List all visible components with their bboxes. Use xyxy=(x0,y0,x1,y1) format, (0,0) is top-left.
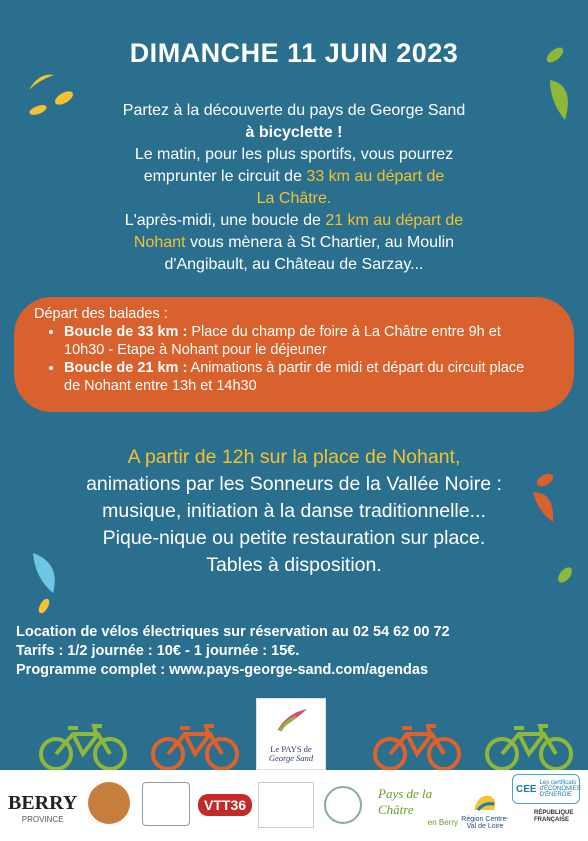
berry-province-logo: BERRY PROVINCE xyxy=(8,792,78,824)
intro-line-5: La Châtre. xyxy=(256,190,332,207)
republique-francaise-logo: RÉPUBLIQUE FRANÇAISE xyxy=(534,810,574,823)
la-chatre-logo xyxy=(142,782,190,826)
pricing-info: Tarifs : 1/2 journée : 10€ - 1 journée : 15€. xyxy=(16,643,300,659)
intro-line-1: Partez à la découverte du pays de George Sand xyxy=(122,102,466,119)
intro-line-3: Le matin, pour les plus sportifs, vous pourrez xyxy=(134,146,454,163)
vtt36-logo: VTT36 xyxy=(198,794,252,816)
animations-line-4: Pique-nique ou petite restauration sur place. xyxy=(102,527,486,549)
bicycle-icon xyxy=(484,720,574,772)
logo-line-2: George Sand xyxy=(268,753,314,763)
intro-text xyxy=(40,100,548,276)
region-centre-logo: Région Centre-Val de Loire xyxy=(460,792,510,830)
round-partner-logo xyxy=(88,782,130,824)
departures-box xyxy=(14,297,574,412)
bicycle-icon xyxy=(38,720,128,772)
partners-footer xyxy=(0,770,588,841)
feather-icon xyxy=(272,707,312,735)
pays-george-sand-small-logo xyxy=(258,782,314,828)
departure-item: • Boucle de 33 km : Place du champ de foire à La Châtre entre 9h et 10h30 - Etape à Nohant pour le déjeuner xyxy=(64,323,544,359)
cee-logo: CEE Les certificats d'ÉCONOMIES D'ÉNERGIE xyxy=(512,774,580,804)
bicycle-icon xyxy=(372,720,462,772)
round-blue-logo xyxy=(324,786,362,824)
animations-line-5: Tables à disposition. xyxy=(206,554,382,576)
intro-line-2: à bicyclette ! xyxy=(245,124,343,141)
bicycle-icon xyxy=(150,720,240,772)
intro-line-4: emprunter le circuit de 33 km au départ de xyxy=(143,168,445,185)
animations-line-2: animations par les Sonneurs de la Vallée Noire : xyxy=(86,473,502,495)
animations-text xyxy=(10,444,578,579)
animations-line-1: A partir de 12h sur la place de Nohant, xyxy=(127,446,461,468)
departure-item: • Boucle de 21 km : Animations à partir de midi et départ du circuit place de Nohant entre 13h et 14h30 xyxy=(64,359,544,395)
program-link[interactable]: Programme complet : www.pays-george-sand.com/agendas xyxy=(16,662,429,678)
animations-line-3: musique, initiation à la danse traditionnelle... xyxy=(102,500,486,522)
practical-info xyxy=(16,623,576,680)
pays-la-chatre-logo: Pays de la Châtre en Berry xyxy=(378,786,458,827)
pays-george-sand-logo xyxy=(256,698,326,770)
intro-line-7: Nohant vous mènera à St Chartier, au Moulin xyxy=(133,234,455,251)
rental-info: Location de vélos électriques sur réservation au 02 54 62 00 72 xyxy=(16,624,450,640)
intro-line-8: d'Angibault, au Château de Sarzay... xyxy=(164,256,424,273)
page-title: DIMANCHE 11 JUIN 2023 xyxy=(129,38,459,68)
logo-line-1: Le PAYS de xyxy=(270,744,312,754)
departures-heading: Départ des balades : xyxy=(34,306,168,322)
intro-line-6: L'après-midi, une boucle de 21 km au départ de xyxy=(124,212,464,229)
region-icon xyxy=(470,792,500,814)
